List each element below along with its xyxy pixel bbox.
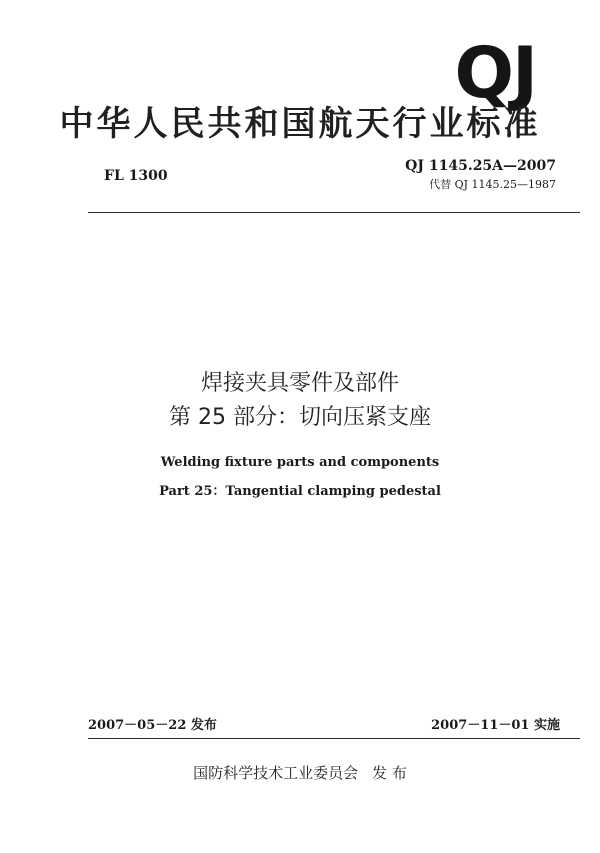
publisher-line	[0, 762, 600, 783]
english-title-line-1: Welding fixture parts and components	[160, 455, 440, 470]
chinese-title-line-1: 焊接夹具零件及部件	[200, 371, 399, 396]
replaces-note: 代替 QJ 1145.25—1987	[429, 178, 556, 191]
issue-date: 2007－05－22 发布	[88, 718, 217, 733]
effective-date: 2007－11－01 实施	[431, 718, 560, 733]
english-title-line-2: Part 25：Tangential clamping pedestal	[159, 484, 441, 499]
qj-logo: QJ	[454, 32, 536, 114]
chinese-title-line-2: 第 25 部分：切向压紧支座	[169, 405, 431, 430]
bottom-divider	[88, 738, 580, 739]
publish-action: 发 布	[372, 764, 407, 782]
organization-title: 中华人民共和国航天行业标准	[59, 104, 541, 144]
top-divider	[88, 212, 580, 213]
classification-code: FL 1300	[104, 168, 168, 184]
standard-number: QJ 1145.25A—2007	[405, 158, 556, 174]
publisher-name: 国防科学技术工业委员会	[193, 764, 359, 782]
